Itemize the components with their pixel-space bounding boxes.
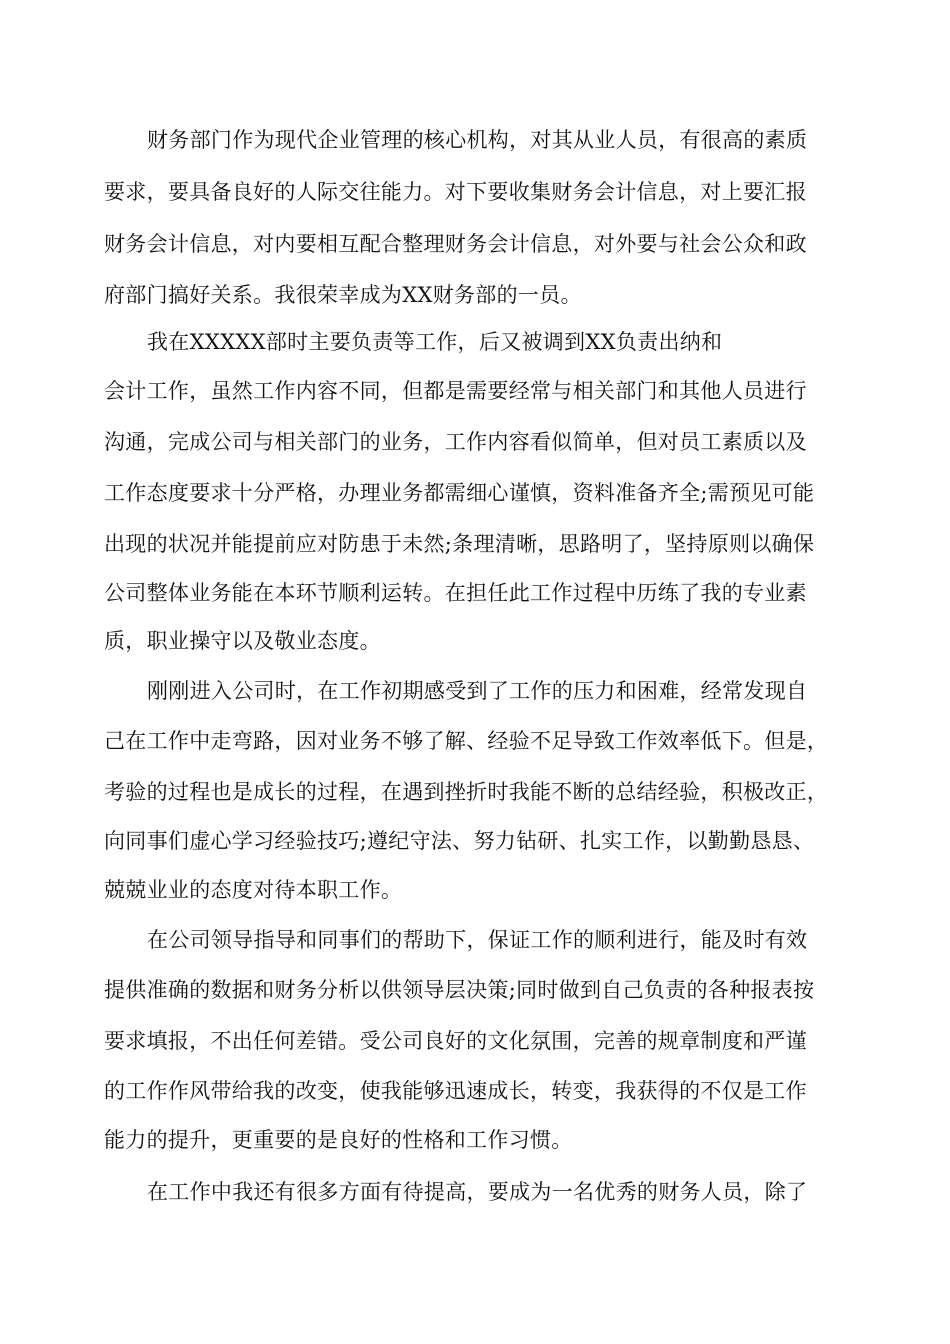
text-line: 考验的过程也是成长的过程，在遇到挫折时我能不断的总结经验，积极改正， <box>104 780 829 804</box>
text-line: 兢兢业业的态度对待本职工作。 <box>104 878 403 902</box>
text-line: 出现的状况并能提前应对防患于未然;条理清晰，思路明了，坚持原则以确保 <box>104 532 815 556</box>
text-line: 公司整体业务能在本环节顺利运转。在担任此工作过程中历练了我的专业素 <box>104 581 807 605</box>
text-line: 会计工作，虽然工作内容不同，但都是需要经常与相关部门和其他人员进行 <box>104 379 807 403</box>
text-line: 要求填报，不出任何差错。受公司良好的文化氛围，完善的规章制度和严谨 <box>104 1029 807 1053</box>
text-line: 刚刚进入公司时，在工作初期感受到了工作的压力和困难，经常发现自 <box>147 679 808 703</box>
text-line: 质，职业操守以及敬业态度。 <box>104 629 381 653</box>
text-line: 我在XXXXX部时主要负责等工作，后又被调到XX负责出纳和 <box>147 330 723 354</box>
text-line: 工作态度要求十分严格，办理业务都需细心谨慎，资料准备齐全;需预见可能 <box>104 481 815 505</box>
text-line: 沟通，完成公司与相关部门的业务，工作内容看似简单，但对员工素质以及 <box>104 430 807 454</box>
text-line: 己在工作中走弯路，因对业务不够了解、经验不足导致工作效率低下。但是， <box>104 729 829 753</box>
text-line: 财务部门作为现代企业管理的核心机构，对其从业人员，有很高的素质 <box>147 128 808 152</box>
text-line: 府部门搞好关系。我很荣幸成为XX财务部的一员。 <box>104 283 582 307</box>
text-line: 财务会计信息，对内要相互配合整理财务会计信息，对外要与社会公众和政 <box>104 232 807 256</box>
text-line: 向同事们虚心学习经验技巧;遵纪守法、努力钻研、扎实工作，以勤勤恳恳、 <box>104 829 815 853</box>
text-line: 的工作作风带给我的改变，使我能够迅速成长，转变，我获得的不仅是工作 <box>104 1079 807 1103</box>
text-line: 能力的提升，更重要的是良好的性格和工作习惯。 <box>104 1128 573 1152</box>
text-line: 在公司领导指导和同事们的帮助下，保证工作的顺利进行，能及时有效 <box>147 928 808 952</box>
text-line: 提供准确的数据和财务分析以供领导层决策;同时做到自己负责的各种报表按 <box>104 978 815 1002</box>
text-line: 要求，要具备良好的人际交往能力。对下要收集财务会计信息，对上要汇报 <box>104 180 807 204</box>
text-line: 在工作中我还有很多方面有待提高，要成为一名优秀的财务人员，除了 <box>147 1180 808 1204</box>
